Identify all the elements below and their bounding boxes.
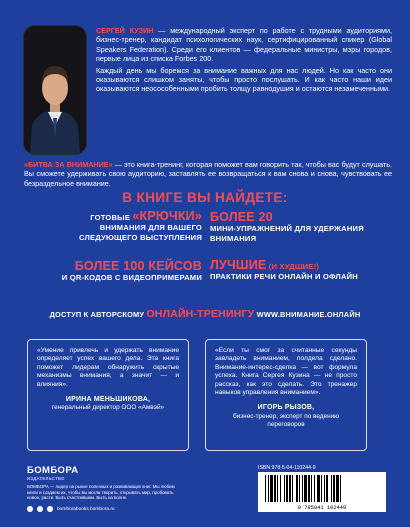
feature-practices-title: ЛУЧШИЕ <box>210 258 267 272</box>
barcode-bar <box>296 475 298 502</box>
youtube-icon <box>47 506 53 512</box>
online-training-line <box>0 308 410 320</box>
barcode-bar <box>268 475 269 502</box>
feature-practices-text: ПРАКТИКИ РЕЧИ ОНЛАЙН И ОФЛАЙН <box>210 272 358 281</box>
feature-hooks-title: «КРЮЧКИ» <box>132 209 202 223</box>
barcode-bar <box>289 475 291 502</box>
online-training-url: WWW.ВНИМАНИЕ.ОНЛАЙН <box>254 310 361 319</box>
barcode-digits: 9 785041 102449 <box>297 505 347 510</box>
intro-block <box>24 160 392 188</box>
barcode-image <box>261 474 383 510</box>
author-bio <box>96 26 392 94</box>
feature-practices-note: (И ХУДШИЕ!) <box>266 262 320 271</box>
quote-box-right <box>205 339 367 451</box>
barcode-bar <box>292 475 293 502</box>
quote-left-author: ИРИНА МЕНЬШИКОВА, <box>65 396 151 404</box>
barcode-bar <box>277 475 278 502</box>
barcode-bar <box>286 475 288 502</box>
author-portrait-image <box>24 26 86 154</box>
instagram-icon <box>37 506 43 512</box>
barcode <box>258 472 386 512</box>
barcode-bar <box>274 475 276 502</box>
quote-right-text: «Если ты смог за считанные секунды завладеть вниманием, полдела сделано. Внимание-интерес-сделка — вот формула успеха. Книга Сергея Кузина — не просто рассказ, как это сделать. Это тренажер навыков управления вниманием». <box>215 347 357 397</box>
barcode-bar <box>317 475 320 502</box>
online-training-title: ОНЛАЙН-ТРЕНИНГУ <box>146 308 255 320</box>
barcode-bar <box>331 475 332 502</box>
feature-exercises-text: МИНИ-УПРАЖНЕНИЙ ДЛЯ УДЕРЖАНИЯ ВНИМАНИЯ <box>210 224 364 243</box>
barcode-bar <box>304 475 307 502</box>
barcode-bar <box>311 475 312 502</box>
quote-left-role: генеральный директор ООО «Амвэй» <box>51 404 165 412</box>
author-name: СЕРГЕЙ КУЗИН <box>96 26 154 35</box>
quote-left-text: «Умение привлечь и удержать внимание определяет успех вашего дела. Эта книга поможет лидерам обнаружить скрытые механизмы внимания, а значит — и влияния». <box>37 347 179 388</box>
feature-exercises-title: БОЛЕЕ 20 <box>210 210 273 224</box>
barcode-bar <box>324 475 325 502</box>
feature-hooks-prefix: ГОТОВЫЕ <box>90 213 133 222</box>
publisher-subtitle: ИЗДАТЕЛЬСТВО <box>27 476 65 481</box>
author-photo <box>24 26 86 154</box>
online-training-prefix: ДОСТУП К АВТОРСКОМУ <box>49 310 147 319</box>
isbn-label: ISBN 978-5-04-110244-9 <box>258 465 316 471</box>
barcode-bar <box>302 475 303 502</box>
intro-paragraph-2: — это книга-тренинг, которая поможет вам говорить так, чтобы вас будут слушать. Вы сможете удерживать свою аудиторию, заставлять ее возвращаться к вам снова и снова, чувствовать ее безраздельное внимание. <box>24 160 392 188</box>
feature-practices <box>210 260 380 282</box>
publisher-social-text: bomborabooks bombora.ru <box>57 506 115 512</box>
barcode-bar <box>336 475 339 502</box>
feature-exercises <box>210 211 380 244</box>
publisher-social <box>27 506 115 512</box>
barcode-bar <box>280 475 281 502</box>
section-heading: В КНИГЕ ВЫ НАЙДЕТЕ: <box>122 190 288 205</box>
quote-right-author: ИГОРЬ РЫЗОВ, <box>257 404 315 412</box>
feature-hooks-text: ВНИМАНИЯ ДЛЯ ВАШЕГО СЛЕДУЮЩЕГО ВЫСТУПЛЕНИЯ <box>79 223 202 242</box>
author-bio-text: — международный эксперт по работе с трудными аудиториями, бизнес-тренер, кандидат психологических наук, сертифицированный спикер (Global Speakers Federation). Среди его клиентов — федеральные министры, мэры городов, первые лица из списка Forbes 200. <box>96 26 392 64</box>
quote-right-role: бизнес-тренер, эксперт по ведению переговоров <box>233 412 339 428</box>
barcode-bar <box>321 475 322 502</box>
barcode-bar <box>299 475 300 502</box>
barcode-bar <box>270 475 273 502</box>
barcode-bar <box>326 475 328 502</box>
feature-cases-text: И QR-КОДОВ С ВИДЕОПРИМЕРАМИ <box>61 273 202 282</box>
publisher-logo: БОМБОРА <box>27 465 79 476</box>
barcode-bar <box>333 475 335 502</box>
barcode-bar <box>308 475 310 502</box>
vk-icon <box>27 506 33 512</box>
feature-cases-title: БОЛЕЕ 100 КЕЙСОВ <box>74 259 202 273</box>
publisher-description: БОМБОРА — лидер на рынке полезных и развивающих книг. Мы любим книги и создаем их, чтобы вы могли творить, открывать мир, пробовать новое, расти. Быть счастливыми. Быть на волне. <box>27 484 175 501</box>
feature-hooks <box>40 211 202 243</box>
intro-paragraph-1: Каждый день мы боремся за внимание важных для нас людей. Но как часто они оказываются слишком заняты, чтобы просто послушать. И как часто наши идеи оказываются неосособенными пробить толщу равнодушия и остаются незамеченными. <box>96 65 392 94</box>
quote-box-left <box>27 339 189 451</box>
barcode-bar <box>284 475 285 502</box>
barcode-bar <box>340 475 341 502</box>
feature-cases <box>40 260 202 283</box>
barcode-bar <box>265 475 266 502</box>
book-title: «БИТВА ЗА ВНИМАНИЕ» <box>24 160 113 169</box>
barcode-bar <box>314 475 315 502</box>
